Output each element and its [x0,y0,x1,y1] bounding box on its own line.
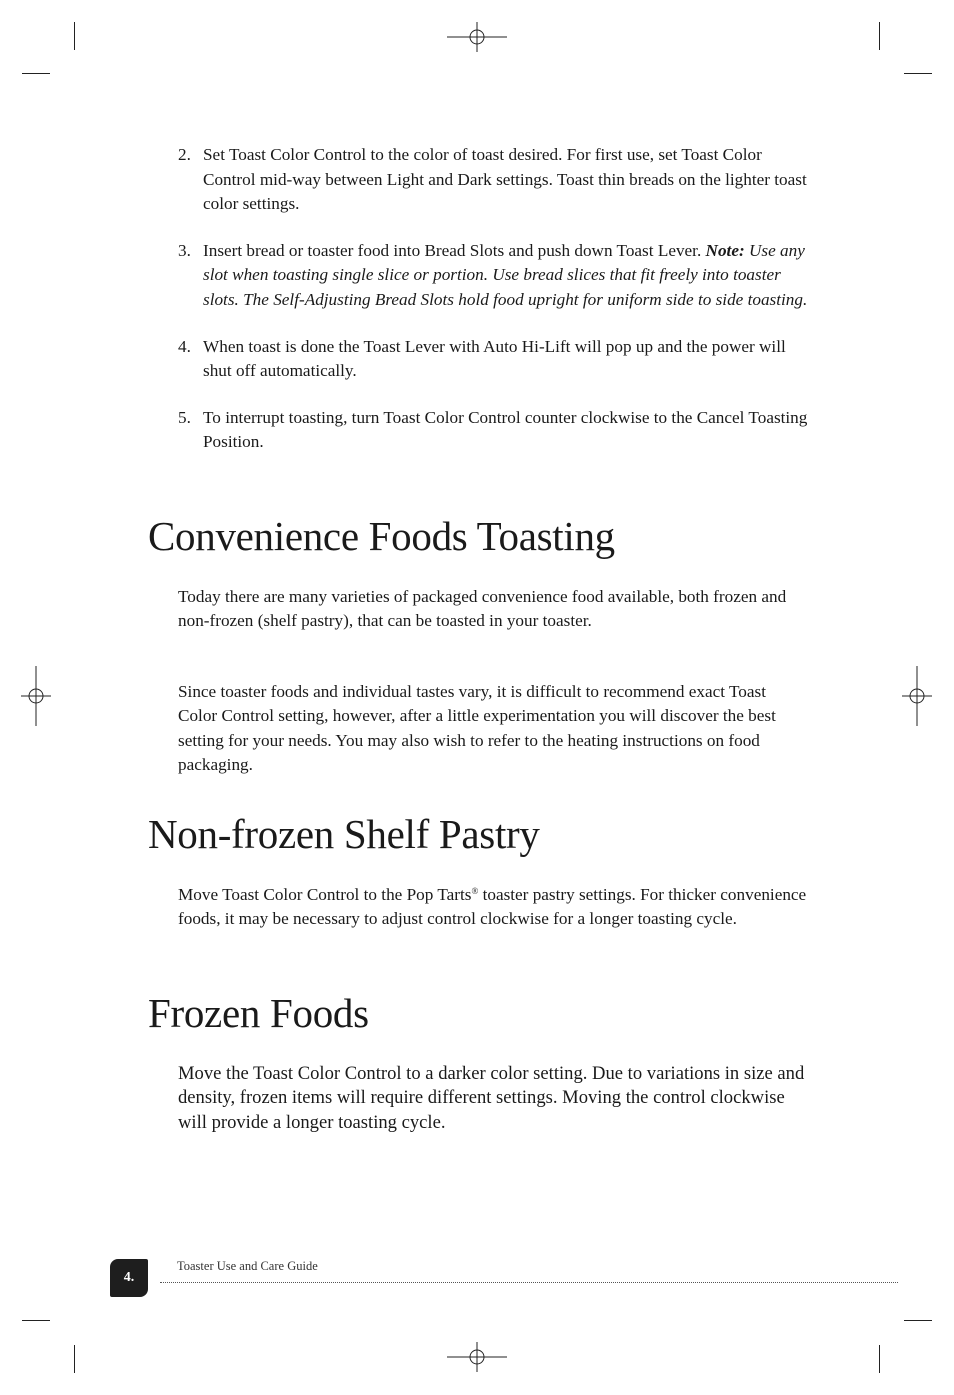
frozen-paragraph: Move the Toast Color Control to a darker color setting. Due to variations in size and density, frozen items will require different settings. Moving the control clockwise will provide a longer toasting cycle. [178,1063,805,1133]
crop-mark [74,22,75,50]
step-number: 4. [178,336,191,356]
note-text: Use any slot when toasting single slice or portion. Use bread slices that fit freely into toaster slots. The Self-Adjusting Bread Slots hold food upright for uniform side to side toasting. [203,240,808,309]
registration-mark-icon [447,1342,507,1372]
nonfrozen-paragraph [178,883,808,932]
instruction-steps [178,143,808,477]
list-item [178,335,808,384]
convenience-paragraph-1: Today there are many varieties of packaged convenience food available, both frozen and non-frozen (shelf pastry), that can be toasted in your toaster. [178,587,787,631]
list-item [178,406,808,455]
crop-mark [22,73,50,74]
step-text: To interrupt toasting, turn Toast Color Control counter clockwise to the Cancel Toasting Position. [203,407,808,452]
registration-mark-icon [21,666,51,726]
page-number-badge: 4. [110,1259,148,1297]
section-heading-nonfrozen: Non-frozen Shelf Pastry [148,811,540,857]
step-text: When toast is done the Toast Lever with Auto Hi-Lift will pop up and the power will shut off automatically. [203,336,786,381]
section-heading-convenience: Convenience Foods Toasting [148,513,615,559]
crop-mark [879,22,880,50]
crop-mark [22,1320,50,1321]
step-number: 3. [178,240,191,260]
registration-mark-icon [902,666,932,726]
registration-mark-icon [447,22,507,52]
registered-mark: ® [471,886,479,896]
list-item [178,143,808,217]
crop-mark [74,1345,75,1373]
crop-mark [879,1345,880,1373]
crop-mark [904,1320,932,1321]
footer-dotted-rule [160,1282,898,1283]
step-text: Set Toast Color Control to the color of toast desired. For first use, set Toast Color Control mid-way between Light and Dark settings. Toast thin breads on the lighter toast color settings. [203,145,807,214]
crop-mark [904,73,932,74]
section-heading-frozen: Frozen Foods [148,990,369,1036]
nonfrozen-text-a: Move Toast Color Control to the Pop Tarts [178,885,472,904]
convenience-paragraph-2: Since toaster foods and individual tastes vary, it is difficult to recommend exact Toast Color Control setting, however, after a little experimentation you will discover the best setting for your needs. You may also wish to refer to the heating instructions on food packaging. [178,682,776,775]
footer-title: Toaster Use and Care Guide [177,1259,318,1273]
note-label: Note: [705,240,745,260]
step-text: Insert bread or toaster food into Bread Slots and push down Toast Lever. [203,240,706,260]
step-number: 2. [178,145,191,164]
step-number: 5. [178,407,191,427]
nonfrozen-text-b: toaster pastry settings. For thicker convenience foods, it may be necessary to adjust control clockwise for a longer toasting cycle. [178,885,807,929]
list-item [178,239,808,313]
